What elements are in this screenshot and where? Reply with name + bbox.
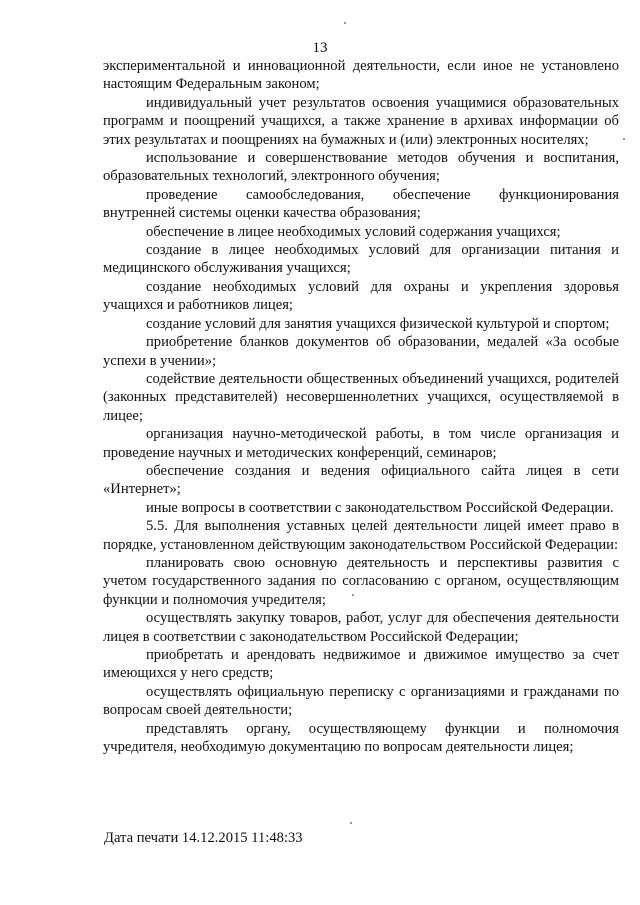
page-number: 13: [312, 40, 328, 56]
paragraph: использование и совершенствование методов обучения и воспитания, образовательных технологий, электронного обучения;: [103, 150, 619, 185]
scan-speck: [623, 138, 625, 140]
section-heading-paragraph: 5.5. Для выполнения уставных целей деятельности лицей имеет право в порядке, установленном действующим законодательством Российской Федерации:: [103, 518, 619, 553]
paragraph: экспериментальной и инновационной деятельности, если иное не установлено настоящим Федеральным законом;: [103, 58, 619, 93]
paragraph: представлять органу, осуществляющему функции и полномочия учредителя, необходимую документацию по вопросам деятельности лицея;: [103, 720, 619, 756]
paragraph: осуществлять закупку товаров, работ, услуг для обеспечения деятельности лицея в соответствии с законодательством Российской Федерации;: [103, 610, 619, 645]
paragraph: создание в лицее необходимых условий для организации питания и медицинского обслуживания учащихся;: [103, 242, 619, 277]
print-date: Дата печати 14.12.2015 11:48:33: [104, 830, 303, 846]
paragraph: создание необходимых условий для охраны и укрепления здоровья учащихся и работников лицея;: [103, 278, 619, 314]
scan-speck: [344, 22, 346, 24]
paragraph: проведение самообследования, обеспечение функционирования внутренней системы оценки качества образования;: [103, 186, 619, 222]
paragraph: содействие деятельности общественных объединений учащихся, родителей (законных представителей) несовершеннолетних учащихся, осуществляемой в лицее;: [103, 370, 619, 424]
document-body: [103, 57, 619, 756]
paragraph: создание условий для занятия учащихся физической культурой и спортом;: [146, 315, 610, 332]
paragraph: иные вопросы в соответствии с законодательством Российской Федерации.: [146, 499, 614, 516]
paragraph: индивидуальный учет результатов освоения учащимися образовательных программ и поощрений учащихся, а также хранение в архивах информации об этих результатах и поощрениях на бумажных и (или) электронных носителях;: [103, 94, 619, 148]
scan-speck: [352, 594, 354, 596]
paragraph: обеспечение создания и ведения официального сайта лицея в сети «Интернет»;: [103, 462, 619, 498]
paragraph: организация научно-методической работы, в том числе организация и проведение научных и методических конференций, семинаров;: [103, 426, 619, 461]
paragraph: осуществлять официальную переписку с организациями и гражданами по вопросам своей деятельности;: [103, 683, 619, 719]
paragraph: приобретение бланков документов об образовании, медалей «За особые успехи в учении»;: [103, 334, 619, 369]
paragraph: приобретать и арендовать недвижимое и движимое имущество за счет имеющихся у него средств;: [103, 647, 619, 682]
scan-speck: [350, 822, 352, 824]
paragraph: обеспечение в лицее необходимых условий содержания учащихся;: [146, 223, 561, 240]
paragraph: планировать свою основную деятельность и перспективы развития с учетом государственного задания по согласованию с органом, осуществляющим функции и полномочия учредителя;: [103, 554, 619, 608]
